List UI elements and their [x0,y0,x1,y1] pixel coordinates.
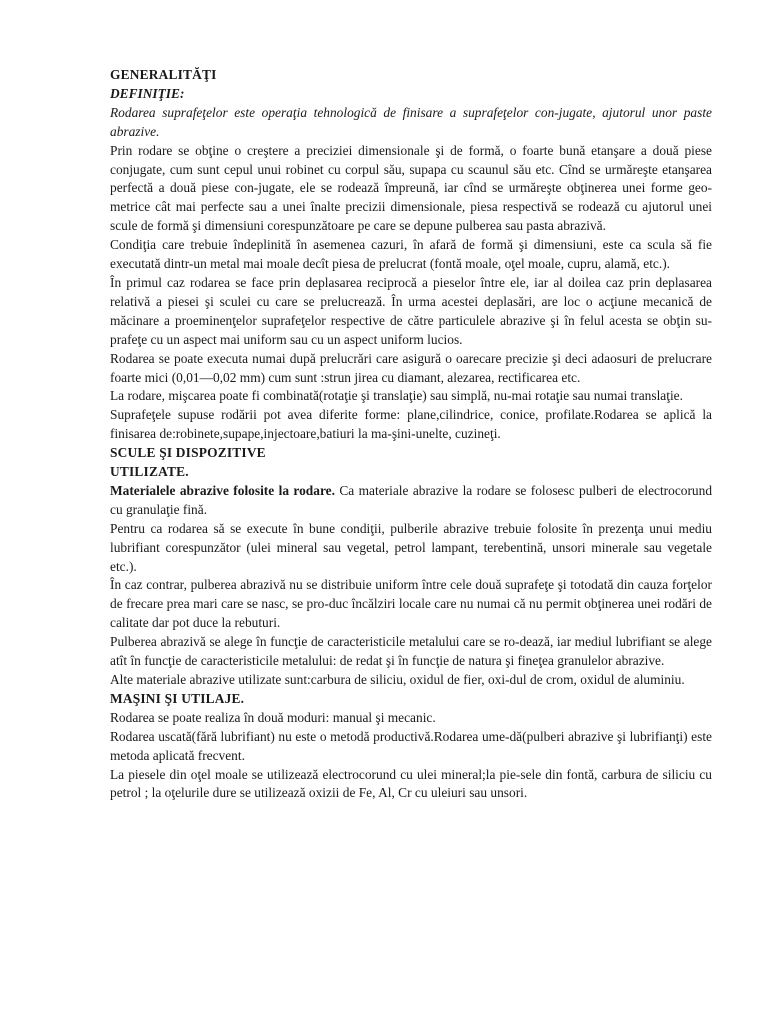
section-heading-masini: MAŞINI ŞI UTILAJE. [110,690,245,706]
subheading-definitie: DEFINIŢIE: [110,85,185,101]
paragraph: Rodarea uscată(fără lubrifiant) nu este o metodă productivă.Rodarea ume-dă(pulberi abrazive şi lubrifianţi) este metoda aplicată frecvent. [110,728,712,763]
paragraph: Rodarea se poate realiza în două moduri: manual şi mecanic. [110,709,436,725]
paragraph: La rodare, mişcarea poate fi combinată(rotaţie şi translaţie) sau simplă, nu-mai rotaţie sau numai translaţie. [110,388,683,404]
paragraph: Suprafeţele supuse rodării pot avea diferite forme: plane,cilindrice, conice, profilate.Rodarea se aplică la finisarea de:robinete,supape,injectoare,batiuri la ma-şini-unelte, cuzineţi. [110,407,712,442]
paragraph: Rodarea se poate executa numai după prelucrări care asigură o oarecare precizie şi deci adaosuri de prelucrare foarte mici (0,01—0,02 mm) cum sunt :strun jirea cu diamant, alezarea, rectificarea etc. [110,350,712,385]
paragraph: La piesele din oţel moale se utilizează electrocorund cu ulei mineral;la pie-sele din fontă, carbura de siliciu cu petrol ; la oţelurile dure se utilizează oxizii de Fe, Al, Cr cu uleiuri sau unsori. [110,766,712,801]
paragraph: În caz contrar, pulberea abrazivă nu se distribuie uniform între cele două suprafeţe şi totodată din cauza forţelor de frecare prea mari care se nasc, se pro-duc încălziri locale care nu numai că nu permit obţinerea unei rodări de calitate dar pot duce la rebuturi. [110,577,712,631]
paragraph: Pentru ca rodarea să se execute în bune condiţii, pulberile abrazive trebuie folosite în prezenţa unui mediu lubrifiant corespunzător (ulei mineral sau vegetal, petrol lampant, terebentină, unsori minerale sau vegetale etc.). [110,520,712,574]
paragraph: Prin rodare se obţine o creştere a preciziei dimensionale şi de formă, o foarte bună etanşare a două piese conjugate, cum sunt cepul unui robinet cu corpul său, supapa cu scaunul său etc. Cînd se urmăreşte etanşarea perfectă a două piese con-jugate, ele se rodează împreună, iar cînd se urmăreşte obţinerea unei forme geo-metrice cât mai perfecte sau a unei înalte precizii dimensionale, piesa respectivă se rodează cu ajutorul unei scule de formă şi dimensiuni corespunzătoare pe care se depune pulberea sau pasta abrazivă. [110,142,712,234]
section-heading-generalitati: GENERALITĂŢI [110,67,217,82]
section-heading-scule: SCULE ŞI DISPOZITIVE [110,445,266,461]
paragraph: În primul caz rodarea se face prin deplasarea reciprocă a pieselor între ele, iar al doilea caz prin deplasarea relativă a piesei şi sculei cu care se prelucrează. În urma acestei deplasări, are loc o acţiune mecanică de măcinare a proeminenţelor suprafeţelor respective de către particulele abrazive şi în felul acesta se obţin su-prafeţe cu un aspect mai uniform sau cu un aspect uniform lucios. [110,274,712,347]
paragraph: Pulberea abrazivă se alege în funcţie de caracteristicile metalului care se ro-dează, iar mediul lubrifiant se alege atît în funcţie de caracteristicile metalului: de redat şi în funcţie de natura şi fineţea granulelor abrazive. [110,634,712,669]
definition-text: Rodarea suprafeţelor este operaţia tehnologică de finisare a suprafeţelor con-jugate, ajutorul unor paste abrazive. [110,104,712,139]
section-heading-utilizate: UTILIZATE. [110,464,189,480]
paragraph: Condiţia care trebuie îndeplinită în asemenea cazuri, în afară de formă şi dimensiuni, este ca scula să fie executată dintr-un metal mai moale decît piesa de prelucrat (fontă moale, oţel moale, cupru, alamă, etc.). [110,237,712,272]
paragraph-materials [110,482,712,520]
paragraph: Alte materiale abrazive utilizate sunt:carbura de siliciu, oxidul de fier, oxi-dul de crom, oxidul de aluminiu. [110,672,685,687]
materials-text: Ca materiale abrazive la rodare se folosesc pulberi de electrocorund cu granulaţie fină. [110,482,713,517]
materials-bold-lead: Materialele abrazive folosite la rodare. [110,482,335,498]
